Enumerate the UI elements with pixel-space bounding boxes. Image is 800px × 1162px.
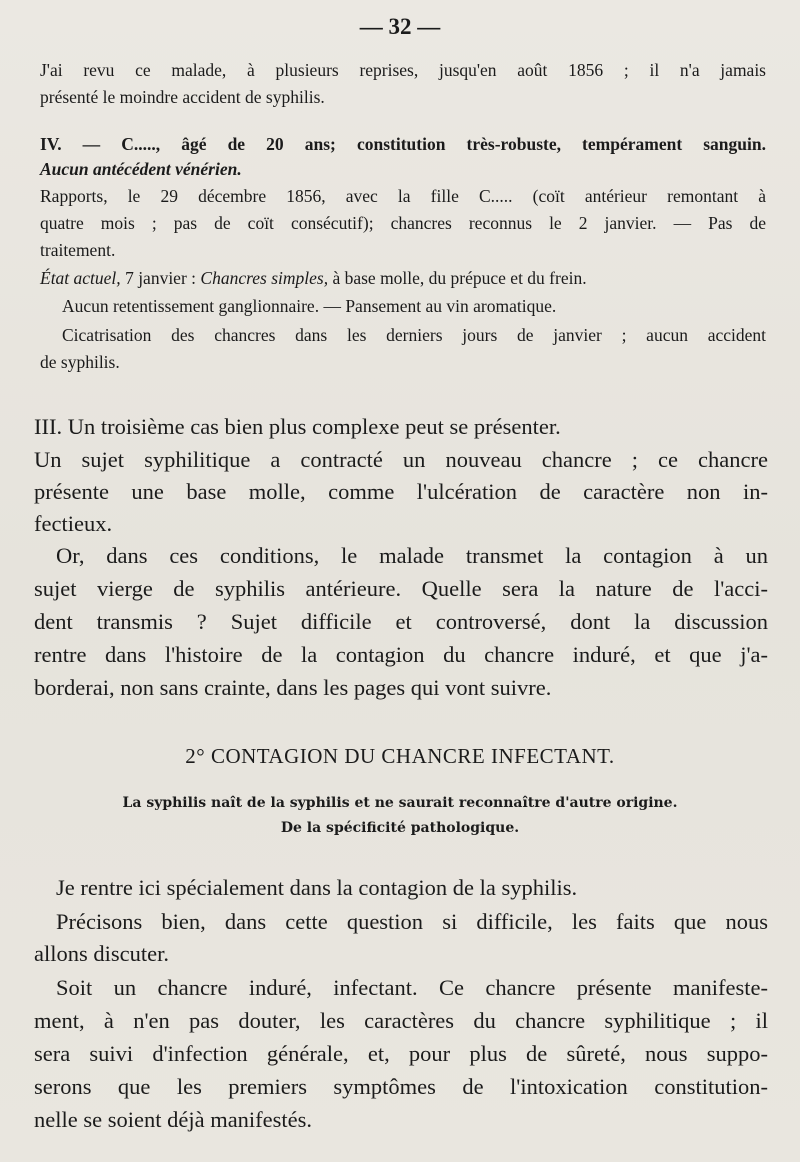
section-2-subtitle-line-2: De la spécificité pathologique. bbox=[280, 820, 520, 836]
body-line-6: sera suivi d'infection générale, et, pour plus de sûreté, nous suppo- bbox=[34, 1041, 768, 1066]
case-iv-cicatrisation-line-2: de syphilis. bbox=[40, 352, 120, 372]
body-line-2: Précisons bien, dans cette question si difficile, les faits que nous bbox=[56, 909, 768, 934]
body-line-8: nelle se soient déjà manifestés. bbox=[34, 1107, 313, 1132]
body-line-5: ment, à n'en pas douter, les caractères du chancre syphilitique ; il bbox=[34, 1008, 768, 1033]
section-iii-line-8: rentre dans l'histoire de la contagion du chancre induré, et que j'a- bbox=[34, 642, 768, 667]
case-iv-cicatrisation-line-1: Cicatrisation des chancres dans les derniers jours de janvier ; aucun accident bbox=[62, 325, 766, 345]
etat-date: 7 janvier : bbox=[120, 268, 201, 288]
body-line-7: serons que les premiers symptômes de l'intoxication constitution- bbox=[34, 1074, 768, 1099]
section-iii-line-7: dent transmis ? Sujet difficile et controversé, dont la discussion bbox=[34, 609, 768, 634]
case-iv-heading: IV. — C....., âgé de 20 ans; constitution très-robuste, tempérament sanguin. bbox=[40, 134, 766, 154]
case-iv-retentissement: Aucun retentissement ganglionnaire. — Pansement au vin aromatique. bbox=[62, 296, 557, 316]
section-iii-line-3: présente une base molle, comme l'ulcération de caractère non in- bbox=[34, 479, 768, 504]
case-note-line-1: J'ai revu ce malade, à plusieurs reprises, jusqu'en août 1856 ; il n'a jamais bbox=[40, 60, 766, 80]
section-iii-line-4: fectieux. bbox=[34, 511, 113, 536]
section-iii-line-6: sujet vierge de syphilis antérieure. Quelle sera la nature de l'acci- bbox=[34, 576, 768, 601]
page-number: — 32 — bbox=[359, 14, 441, 39]
body-line-1: Je rentre ici spécialement dans la contagion de la syphilis. bbox=[56, 875, 578, 900]
section-2-subtitle-line-1: La syphilis naît de la syphilis et ne saurait reconnaître d'autre origine. bbox=[122, 795, 678, 811]
case-iv-rapports-line-3: traitement. bbox=[40, 240, 116, 260]
body-line-4: Soit un chancre induré, infectant. Ce chancre présente manifeste- bbox=[56, 975, 768, 1000]
case-iv-etat-actuel bbox=[40, 266, 766, 290]
case-iv-antecedent: Aucun antécédent vénérien. bbox=[40, 159, 242, 179]
section-2-title: 2° CONTAGION DU CHANCRE INFECTANT. bbox=[185, 744, 615, 768]
etat-label: État actuel, bbox=[40, 268, 121, 288]
section-iii-line-9: borderai, non sans crainte, dans les pages qui vont suivre. bbox=[34, 675, 552, 700]
body-line-3: allons discuter. bbox=[34, 941, 169, 966]
section-iii-line-5: Or, dans ces conditions, le malade transmet la contagion à un bbox=[56, 543, 768, 568]
case-iv-rapports-line-1: Rapports, le 29 décembre 1856, avec la fille C..... (coït antérieur remontant à bbox=[40, 186, 766, 206]
case-note-line-2: présenté le moindre accident de syphilis. bbox=[40, 87, 325, 107]
etat-rest: à base molle, du prépuce et du frein. bbox=[328, 268, 587, 288]
case-iv-rapports-line-2: quatre mois ; pas de coït consécutif); chancres reconnus le 2 janvier. — Pas de bbox=[40, 213, 766, 233]
etat-diagnosis: Chancres simples, bbox=[200, 268, 329, 288]
section-iii-line-1: III. Un troisième cas bien plus complexe peut se présenter. bbox=[34, 414, 561, 439]
section-iii-line-2: Un sujet syphilitique a contracté un nouveau chancre ; ce chancre bbox=[34, 447, 768, 472]
